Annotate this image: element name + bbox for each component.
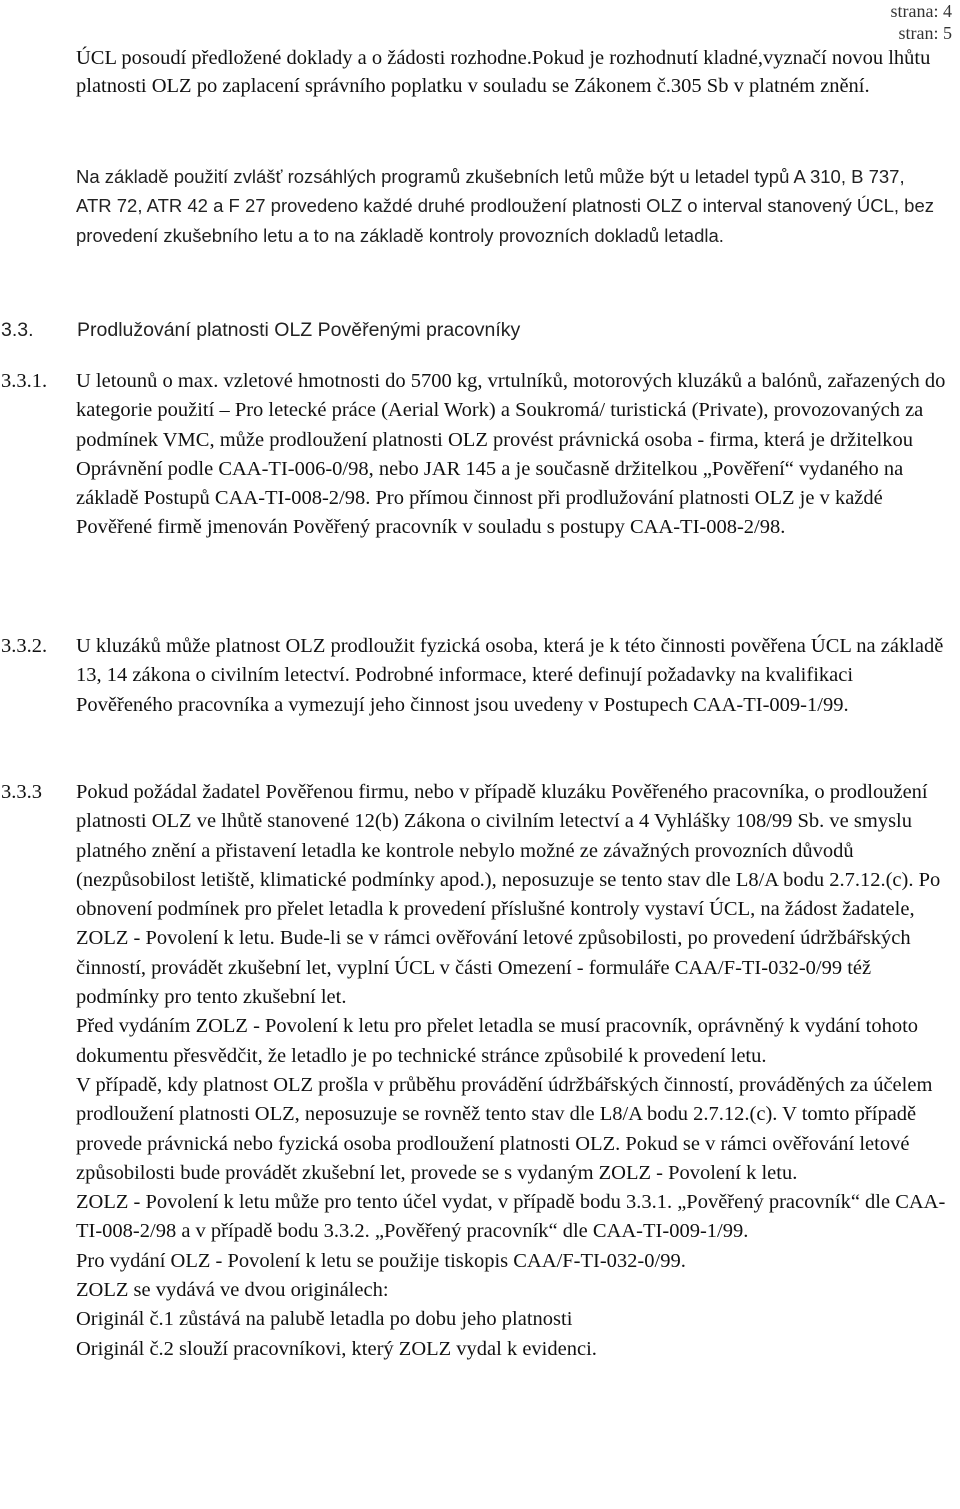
- item-3-3-1: [0, 367, 950, 543]
- item-paragraph: Originál č.2 slouží pracovníkovi, který ZOLZ vydal k evidenci.: [76, 1337, 597, 1360]
- item-3-3-3: [0, 778, 950, 1364]
- item-paragraph: U letounů o max. vzletové hmotnosti do 5700 kg, vrtulníků, motorových kluzáků a balónů, zařazených do kategorie použití – Pro letecké práce (Aerial Work) a Soukromá/ turistická (Private), provozovaných za podmínek VMC, může prodloužení platnosti OLZ provést právnická osoba - firma, která je držitelkou Oprávnění podle CAA-TI-006-0/98, nebo JAR 145 a je současně držitelkou „Pověření“ vydaného na základě Postupů CAA-TI-008-2/98. Pro přímou činnost při prodlužování platnosti OLZ je v každé Pověřené firmě jmenován Pověřený pracovník v souladu s postupy CAA-TI-008-2/98.: [76, 370, 946, 539]
- section-title: Prodlužování platnosti OLZ Pověřenými pracovníky: [77, 319, 521, 341]
- item-number: 3.3.3: [1, 781, 42, 803]
- section-heading: [0, 316, 520, 344]
- item-paragraph: ZOLZ - Povolení k letu může pro tento účel vydat, v případě bodu 3.3.1. „Pověřený pracovník“ dle CAA-TI-008-2/98 a v případě bodu 3.3.2. „Pověřený pracovník“ dle CAA-TI-009-1/99.: [76, 1191, 946, 1243]
- page-number: [891, 0, 952, 44]
- section-number: 3.3.: [1, 319, 34, 341]
- item-paragraph: V případě, kdy platnost OLZ prošla v průběhu provádění údržbářských činností, prováděných za účelem prodloužení platnosti OLZ, neposuzuje se rovněž tento stav dle L8/A bodu 2.7.12.(c). V tomto případě provede právnická nebo fyzická osoba prodloužení platnosti OLZ. Pokud se v rámci ověřování letové způsobilosti bude provádět zkušební let, provede se s vydaným ZOLZ - Povolení k letu.: [76, 1073, 933, 1184]
- item-paragraph: Originál č.1 zůstává na palubě letadla po dobu jeho platnosti: [76, 1308, 573, 1331]
- item-paragraph: Pokud požádal žadatel Pověřenou firmu, nebo v případě kluzáku Pověřeného pracovníka, o prodloužení platnosti OLZ ve lhůtě stanovené 12(b) Zákona o civilním letectví a 4 Vyhlášky 108/99 Sb. ve smyslu platného znění a přistavení letadla ke kontrole nebylo možné ze závažných provozních důvodů (nezpůsobilost letiště, klimatické podmínky apod.), neposuzuje se tento stav dle L8/A bodu 2.7.12.(c). Po obnovení podmínek pro přelet letadla k provedení příslušné kontroly vystaví ÚCL, na žádost žadatele, ZOLZ - Povolení k letu. Bude-li se v rámci ověřování letové způsobilosti, po provedení údržbářských činností, provádět zkušební let, vyplní ÚCL v části Omezení - formuláře CAA/F-TI-032-0/99 též podmínky pro tento zkušební let.: [76, 781, 941, 1009]
- item-number: 3.3.2.: [1, 635, 48, 657]
- page-current: strana: 4: [890, 1, 952, 21]
- page-total: stran: 5: [898, 23, 952, 43]
- item-number: 3.3.1.: [1, 370, 48, 392]
- basis-paragraph: Na základě použití zvlášť rozsáhlých programů zkušebních letů může být u letadel typů A 310, B 737, ATR 72, ATR 42 a F 27 provedeno každé druhé prodloužení platnosti OLZ o interval stanovený ÚCL, bez provedení zkušebního letu a to na základě kontroly provozních dokladů letadla.: [76, 166, 934, 246]
- item-paragraph: U kluzáků může platnost OLZ prodloužit fyzická osoba, která je k této činnosti pověřena ÚCL na základě 13, 14 zákona o civilním letectví. Podrobné informace, které definují požadavky na kvalifikaci Pověřeného pracovníka a vymezují jeho činnost jsou uvedeny v Postupech CAA-TI-009-1/99.: [76, 635, 944, 716]
- item-paragraph: Pro vydání OLZ - Povolení k letu se použije tiskopis CAA/F-TI-032-0/99.: [76, 1249, 686, 1272]
- intro-paragraph: ÚCL posoudí předložené doklady a o žádosti rozhodne.Pokud je rozhodnutí kladné,vyznačí novou lhůtu platnosti OLZ po zaplacení správního poplatku v souladu se Zákonem č.305 Sb v platném znění.: [76, 47, 931, 97]
- item-3-3-2: [0, 632, 950, 720]
- item-paragraph: Před vydáním ZOLZ - Povolení k letu pro přelet letadla se musí pracovník, oprávněný k vydání tohoto dokumentu přesvědčit, že letadlo je po technické stránce způsobilé k provedení letu.: [76, 1015, 919, 1067]
- item-paragraph: ZOLZ se vydává ve dvou originálech:: [76, 1279, 389, 1302]
